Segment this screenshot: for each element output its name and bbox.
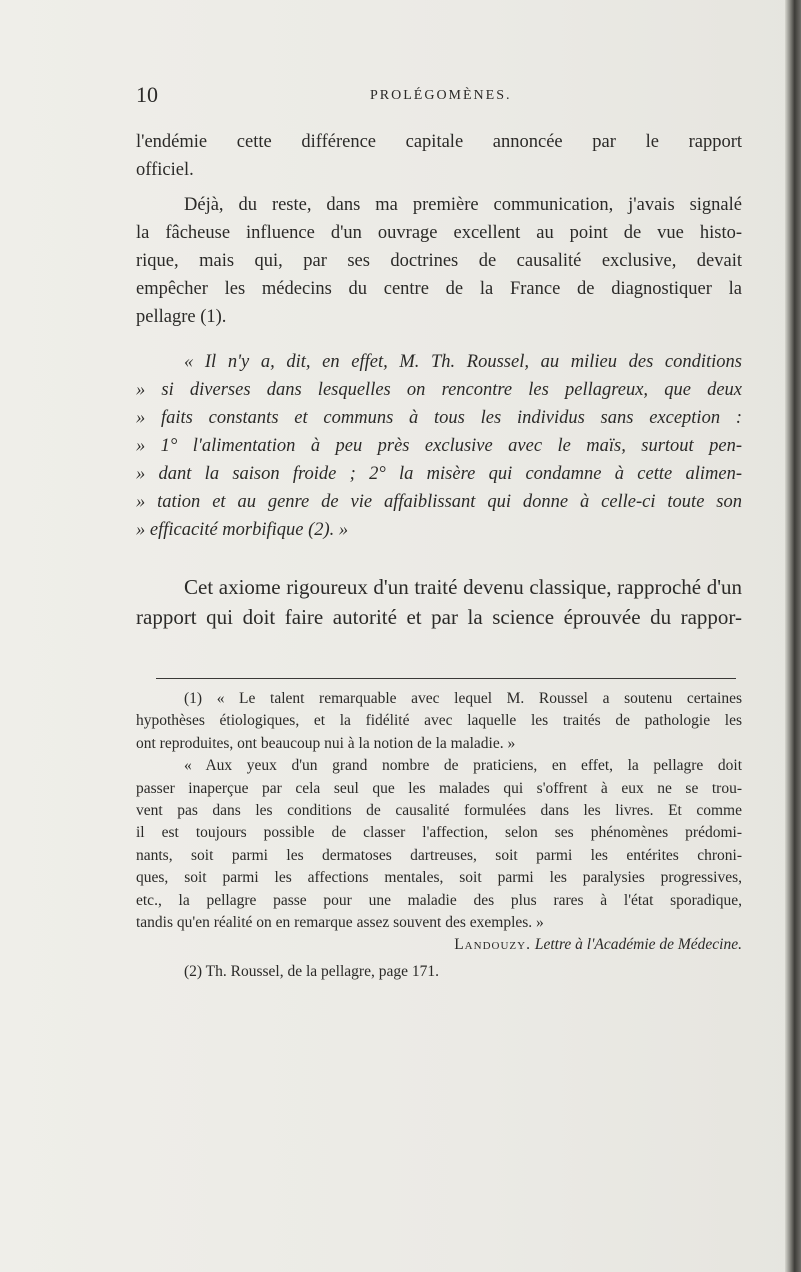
text-line: la fâcheuse influence d'un ouvrage excellent au point de vue histo-: [136, 223, 742, 243]
quote-line: « Il n'y a, dit, en effet, M. Th. Roussel, au milieu des conditions: [184, 352, 742, 372]
footnote-signature: [136, 934, 742, 956]
running-title: PROLÉGOMÈNES.: [370, 88, 512, 103]
text-line: l'endémie cette différence capitale annoncée par le rapport: [136, 132, 742, 152]
footnote-2: (2) Th. Roussel, de la pellagre, page 171.: [184, 962, 439, 980]
quote-line: » faits constants et communs à tous les individus sans exception :: [136, 408, 742, 428]
text-line: Déjà, du reste, dans ma première communication, j'avais signalé: [184, 195, 742, 215]
text-line: officiel.: [136, 160, 194, 180]
footnote-line: nants, soit parmi les dermatoses dartreuses, soit parmi les entérites chroni-: [136, 846, 742, 864]
quote-line: » si diverses dans lesquelles on rencontre les pellagreux, que deux: [136, 380, 742, 400]
page-header: [136, 82, 736, 112]
quote-line: » 1° l'alimentation à peu près exclusive avec le maïs, surtout pen-: [136, 436, 742, 456]
page-edge-shadow: [785, 0, 801, 1272]
footnote-line: etc., la pellagre passe pour une maladie des plus rares à l'état sporadique,: [136, 891, 742, 909]
text-line: pellagre (1).: [136, 307, 227, 327]
text-line: empêcher les médecins du centre de la France de diagnostiquer la: [136, 279, 742, 299]
text-line: Cet axiome rigoureux d'un traité devenu classique, rapproché d'un: [184, 575, 742, 599]
footnote-line: tandis qu'en réalité on en remarque assez souvent des exemples. »: [136, 913, 544, 931]
signature-work: Lettre à l'Académie de Médecine.: [534, 936, 742, 954]
text-line: rapport qui doit faire autorité et par la science éprouvée du rappor-: [136, 605, 742, 629]
footnote-line: il est toujours possible de classer l'affection, selon ses phénomènes prédomi-: [136, 824, 742, 842]
footnote-line: hypothèses étiologiques, et la fidélité avec laquelle les traités de pathologie les: [136, 712, 742, 730]
paragraph-1: [136, 128, 742, 184]
footnote-line: (1) « Le talent remarquable avec lequel M. Roussel a soutenu certaines: [184, 690, 742, 707]
footnote-line: passer inaperçue par cela seul que les malades qui s'offrent à eux ne se trou-: [136, 779, 742, 797]
footnotes: [136, 688, 742, 983]
text-line: rique, mais qui, par ses doctrines de causalité exclusive, devait: [136, 251, 742, 271]
footnote-separator: [156, 678, 736, 679]
paragraph-2: [136, 191, 742, 331]
footnote-line: « Aux yeux d'un grand nombre de praticiens, en effet, la pellagre doit: [184, 757, 742, 775]
signature-author: Landouzy.: [454, 936, 531, 954]
footnote-line: ont reproduites, ont beaucoup nui à la notion de la maladie. »: [136, 734, 516, 752]
page-number: 10: [136, 82, 158, 107]
paragraph-3: [136, 572, 742, 632]
footnote-line: ques, soit parmi les affections mentales, soit parmi les paralysies progressives,: [136, 869, 742, 887]
quote-line: » dant la saison froide ; 2° la misère qui condamne à cette alimen-: [136, 464, 742, 484]
footnote-line: vent pas dans les conditions de causalité formulées dans les livres. Et comme: [136, 801, 742, 819]
roussel-quotation: [136, 348, 742, 544]
quote-line: » tation et au genre de vie affaiblissant qui donne à celle-ci toute son: [136, 492, 742, 512]
quote-line: » efficacité morbifique (2). »: [136, 520, 349, 540]
